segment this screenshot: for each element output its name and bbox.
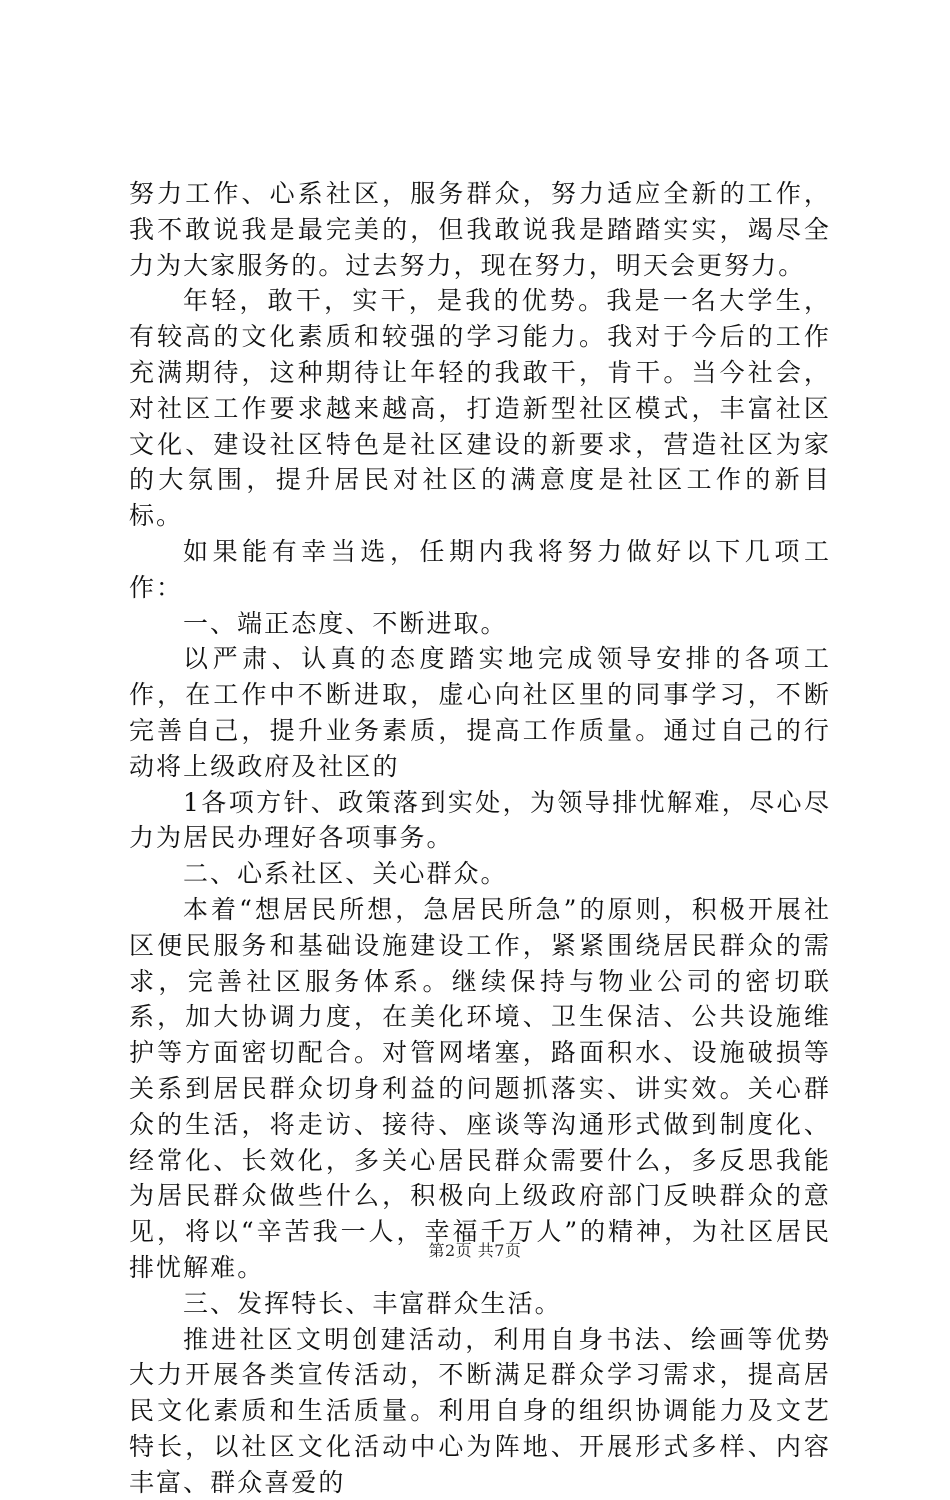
paragraph-plan-intro: 如果能有幸当选，任期内我将努力做好以下几项工作： bbox=[129, 534, 831, 606]
paragraph-section-2: 本着“想居民所想，急居民所急”的原则，积极开展社区便民服务和基础设施建设工作，紧紧围绕居民群众的需求，完善社区服务体系。继续保持与物业公司的密切联系，加大协调力度，在美化环境、卫生保洁、公共设施维护等方面密切配合。对管网堵塞，路面积水、设施破损等关系到居民群众切身利益的问题抓落实、讲实效。关心群众的生活，将走访、接待、座谈等沟通形式做到制度化、经常化、长效化，多关心居民群众需要什么，多反思我能为居民群众做些什么，积极向上级政府部门反映群众的意见，将以“辛苦我一人，幸福千万人”的精神，为社区居民排忧解难。 bbox=[129, 892, 831, 1286]
document-body bbox=[129, 176, 831, 1500]
paragraph-section-3: 推进社区文明创建活动，利用自身书法、绘画等优势大力开展各类宣传活动，不断满足群众学习需求，提高居民文化素质和生活质量。利用自身的组织协调能力及文艺特长，以社区文化活动中心为阵地、开展形式多样、内容丰富、群众喜爱的 bbox=[129, 1322, 831, 1500]
section-heading-2: 二、心系社区、关心群众。 bbox=[129, 856, 831, 892]
paragraph-section-1: 以严肃、认真的态度踏实地完成领导安排的各项工作，在工作中不断进取，虚心向社区里的同事学习，不断完善自己，提升业务素质，提高工作质量。通过自己的行动将上级政府及社区的 bbox=[129, 641, 831, 784]
paragraph-continued: 努力工作、心系社区，服务群众，努力适应全新的工作，我不敢说我是最完美的，但我敢说我是踏踏实实，竭尽全力为大家服务的。过去努力，现在努力，明天会更努力。 bbox=[129, 176, 831, 283]
section-heading-1: 一、端正态度、不断进取。 bbox=[129, 606, 831, 642]
section-heading-3: 三、发挥特长、丰富群众生活。 bbox=[129, 1286, 831, 1322]
page-number-footer: 第2页 共7页 bbox=[0, 1240, 950, 1262]
paragraph-section-1-cont: 1各项方针、政策落到实处，为领导排忧解难，尽心尽力为居民办理好各项事务。 bbox=[129, 785, 831, 857]
paragraph-advantages: 年轻，敢干，实干，是我的优势。我是一名大学生，有较高的文化素质和较强的学习能力。我对于今后的工作充满期待，这种期待让年轻的我敢干，肯干。当今社会，对社区工作要求越来越高，打造新型社区模式，丰富社区文化、建设社区特色是社区建设的新要求，营造社区为家的大氛围，提升居民对社区的满意度是社区工作的新目标。 bbox=[129, 283, 831, 534]
